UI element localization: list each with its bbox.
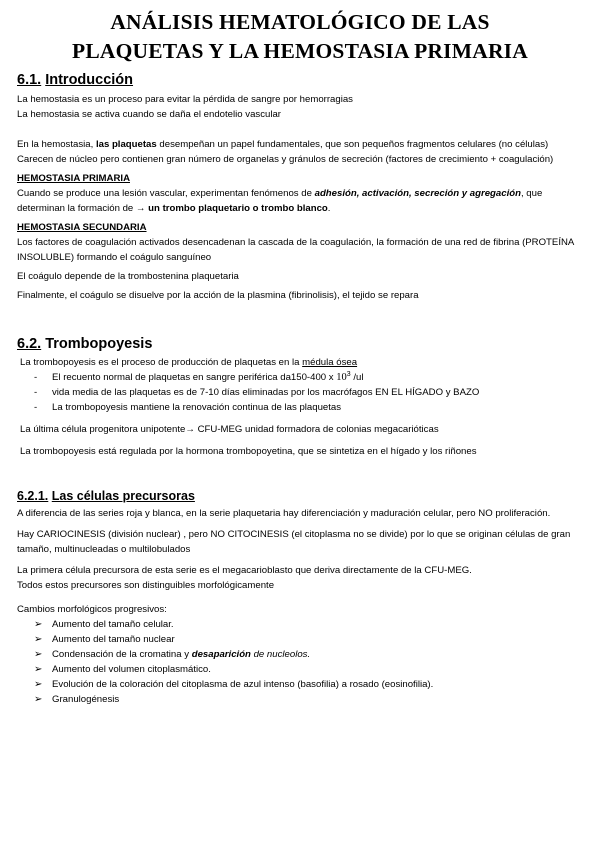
section-number: 6.2.1. [17,489,49,503]
bold-text: un trombo plaquetario o trombo blanco [145,203,328,214]
section-6-2-heading [17,335,600,353]
arrow-bullet-icon: ➢ [34,664,43,675]
bold-italic-text: adhesión, activación, secreción y agregación [314,188,521,199]
paragraph: Hay CARIOCINESIS (división nuclear) , pero NO CITOCINESIS (el citoplasma no se divide) por lo que se originan células de gran tamaño, multinucleadas o multilobulados [17,529,571,555]
paragraph: Los factores de coagulación activados desencadenan la cascada de la coagulación, la formación de una red de fibrina (PROTEÍNA INSOLUBLE) formando el coágulo sanguíneo [17,237,574,263]
list-item [0,677,600,692]
list-item [0,647,600,662]
section-title: Introducción [45,72,134,88]
subheading-hemostasia-secundaria: HEMOSTASIA SECUNDARIA [17,222,147,233]
text-run: La trombopoyesis es el proceso de producción de plaquetas en la [20,357,303,368]
text-run: 10 [336,372,347,383]
section-number: 6.2. [17,336,42,352]
paragraph: Carecen de núcleo pero contienen gran número de organelas y gránulos de secreción (factores de crecimiento + coagulación) [17,154,554,165]
text-run: , que determinan la formación de [17,188,543,214]
text-run: Cuando se produce una lesión vascular, experimentan fenómenos de [17,188,315,199]
document-title [0,8,600,66]
list-item [0,692,600,707]
title-line-1: ANÁLISIS HEMATOLÓGICO DE LAS [110,10,490,34]
section-6-2-1-heading [17,488,600,504]
subheading-hemostasia-primaria: HEMOSTASIA PRIMARIA [17,173,130,184]
list-item: - La trombopoyesis mantiene la renovación continua de las plaquetas [0,400,600,415]
paragraph: Finalmente, el coágulo se disuelve por la acción de la plasmina (fibrinolisis), el tejido se repara [17,290,419,301]
list-item-text: Evolución de la coloración del citoplasma de azul intenso (basofilia) a rosado (eosinofilia). [52,679,434,690]
paragraph: La trombopoyesis está regulada por la hormona trombopoyetina, que se sintetiza en el hígado y los riñones [20,446,477,457]
list-item [0,662,600,677]
italic-text: de nucleolos. [250,649,311,660]
superscript: 3 [346,370,351,378]
paragraph: A diferencia de las series roja y blanca, en la serie plaquetaria hay diferenciación y maduración celular, pero NO proliferación. [17,508,551,519]
list-item-text: Aumento del tamaño celular. [52,619,174,630]
bold-text: las plaquetas [95,139,157,150]
section-title: Trombopoyesis [45,336,153,352]
text-run: /ul [350,372,364,383]
list-item-text: Granulogénesis [52,694,120,705]
text-run: . [327,203,331,214]
underlined-text: médula ósea [302,357,358,368]
arrow-bullet-icon: ➢ [34,694,43,705]
list-item [0,617,600,632]
paragraph: La última célula progenitora unipotente→ CFU-MEG unidad formadora de colonias megacarióticas [20,424,439,435]
paragraph: La hemostasia se activa cuando se daña el endotelio vascular [17,109,281,120]
arrow-bullet-icon: ➢ [34,619,43,630]
paragraph [20,355,580,370]
paragraph [17,186,580,216]
list-item-text: Aumento del volumen citoplasmático. [52,664,211,675]
arrow-bullet-icon: ➢ [34,679,43,690]
section-6-1-heading [17,71,600,89]
list-item [0,370,600,385]
arrow-glyph: → [135,203,146,214]
paragraph: La hemostasia es un proceso para evitar la pérdida de sangre por hemorragias [17,94,353,105]
arrow-bullet-icon: ➢ [34,634,43,645]
title-line-2: PLAQUETAS Y LA HEMOSTASIA PRIMARIA [72,39,528,63]
text-run: En la hemostasia, [17,139,96,150]
list-item: - vida media de las plaquetas es de 7-10 días eliminadas por los macrófagos EN EL HÍGADO y BAZO [0,385,600,400]
paragraph: Todos estos precursores son distinguibles morfológicamente [17,580,275,591]
text-run: desempeñan un papel fundamentales, que son pequeños fragmentos celulares (no células) [156,139,549,150]
paragraph: La primera célula precursora de esta serie es el megacarioblasto que deriva directamente de la CFU-MEG. [17,565,472,576]
bold-italic-text: desaparición [191,649,251,660]
list-item [0,632,600,647]
paragraph: El coágulo depende de la trombostenina plaquetaria [17,271,239,282]
paragraph [17,137,580,152]
list-item-text: Condensación de la cromatina y [52,649,192,660]
list-title: Cambios morfológicos progresivos: [17,604,167,615]
list-item-text: Aumento del tamaño nuclear [52,634,175,645]
text-run: El recuento normal de plaquetas en sangre periférica da150-400 x [52,372,337,383]
arrow-bullet-icon: ➢ [34,649,43,660]
section-number: 6.1. [17,72,42,88]
section-title: Las células precursoras [51,489,195,503]
